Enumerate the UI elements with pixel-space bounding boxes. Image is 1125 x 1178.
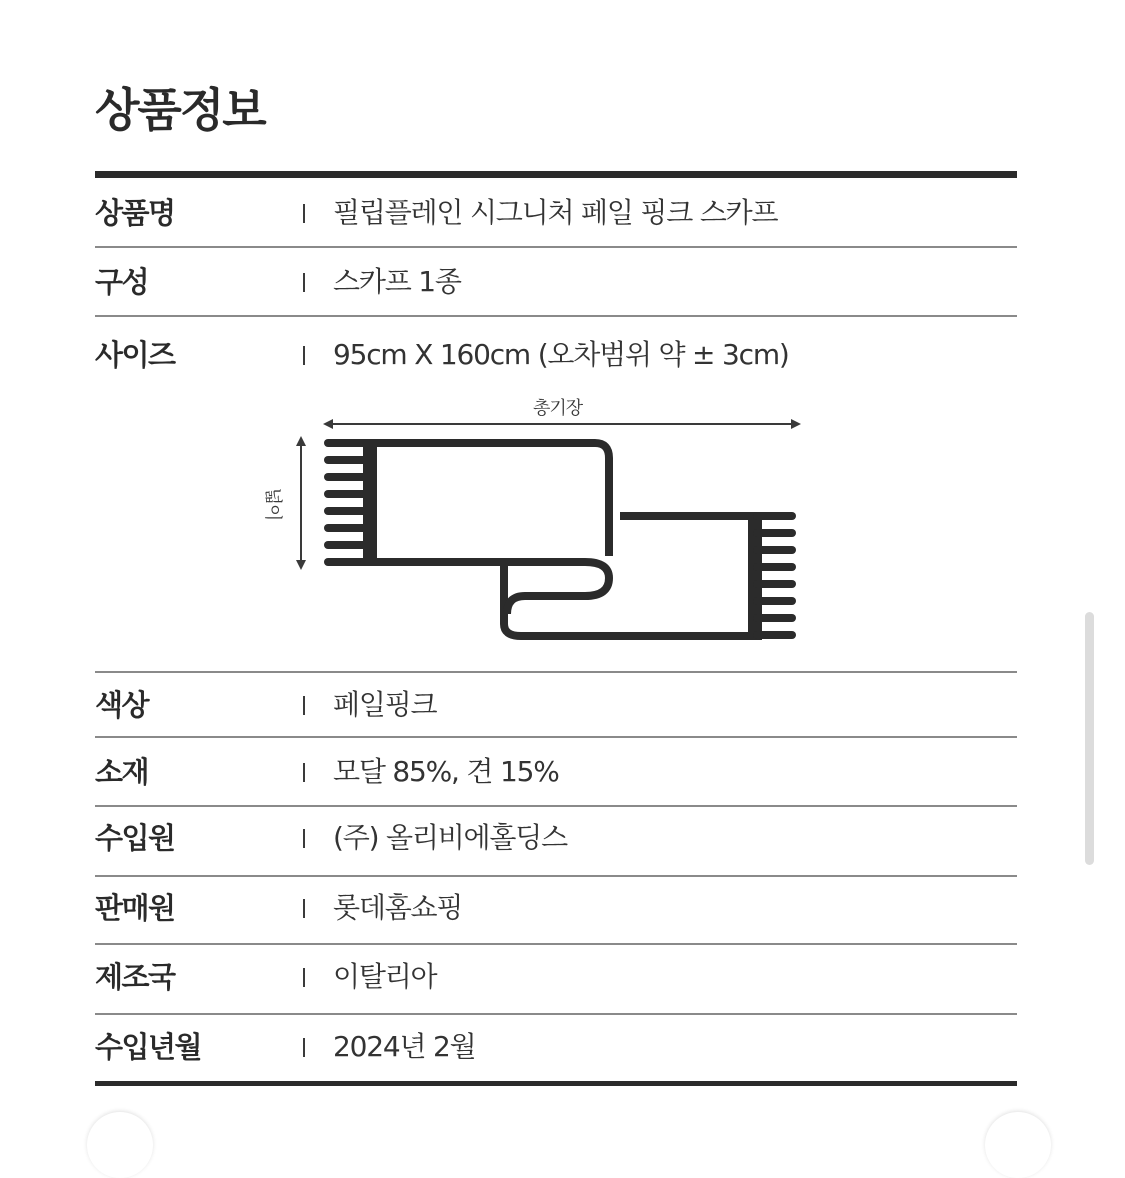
row-value: 페일핑크 (333, 688, 437, 721)
row-label: 상품명 (95, 196, 175, 230)
table-top-rule (95, 171, 1017, 178)
info-row-seller (95, 888, 1017, 928)
row-separator (303, 968, 305, 987)
row-value: 2024년 2월 (333, 1030, 476, 1063)
row-value: 스카프 1종 (333, 265, 461, 298)
page-title: 상품정보 (95, 83, 265, 137)
row-divider (95, 875, 1017, 877)
row-label: 수입년월 (95, 1030, 202, 1064)
row-label: 제조국 (95, 960, 175, 994)
row-label: 판매원 (95, 891, 175, 925)
table-bottom-rule (95, 1081, 1017, 1086)
row-label: 수입원 (95, 821, 175, 855)
row-value: 모달 85%, 견 15% (333, 755, 559, 788)
next-button[interactable] (985, 1112, 1051, 1178)
info-row-material (95, 752, 1017, 792)
row-separator (303, 763, 305, 782)
row-value: (주) 올리비에홀딩스 (333, 821, 567, 854)
row-divider (95, 246, 1017, 248)
row-divider (95, 943, 1017, 945)
row-divider (95, 315, 1017, 317)
prev-button[interactable] (87, 1112, 153, 1178)
info-row-country (95, 957, 1017, 997)
row-label: 색상 (95, 688, 149, 722)
row-value: 이탈리아 (333, 960, 437, 993)
row-divider (95, 671, 1017, 673)
row-label: 소재 (95, 755, 149, 789)
info-row-color (95, 685, 1017, 725)
row-label: 구성 (95, 265, 149, 299)
scarf-icon (245, 388, 815, 658)
row-value: 95cm X 160cm (오차범위 약 ± 3cm) (333, 338, 789, 371)
row-label: 사이즈 (95, 338, 175, 372)
row-value: 필립플레인 시그니처 페일 핑크 스카프 (333, 196, 778, 229)
row-separator (303, 346, 305, 365)
total-length-label: 총기장 (533, 398, 583, 419)
row-separator (303, 696, 305, 715)
scarf-size-diagram (245, 388, 815, 658)
info-row-importer (95, 818, 1017, 858)
row-divider (95, 736, 1017, 738)
row-separator (303, 899, 305, 918)
row-divider (95, 1013, 1017, 1015)
row-separator (303, 273, 305, 292)
row-divider (95, 805, 1017, 807)
vertical-scrollbar[interactable] (1085, 612, 1094, 865)
info-row-import-date (95, 1027, 1017, 1067)
row-separator (303, 829, 305, 848)
info-row-composition (95, 262, 1017, 302)
row-separator (303, 204, 305, 223)
row-separator (303, 1038, 305, 1057)
width-label: 넓이 (262, 487, 283, 521)
info-row-size (95, 335, 1017, 375)
row-value: 롯데홈쇼핑 (333, 891, 463, 924)
info-row-product-name (95, 193, 1017, 233)
